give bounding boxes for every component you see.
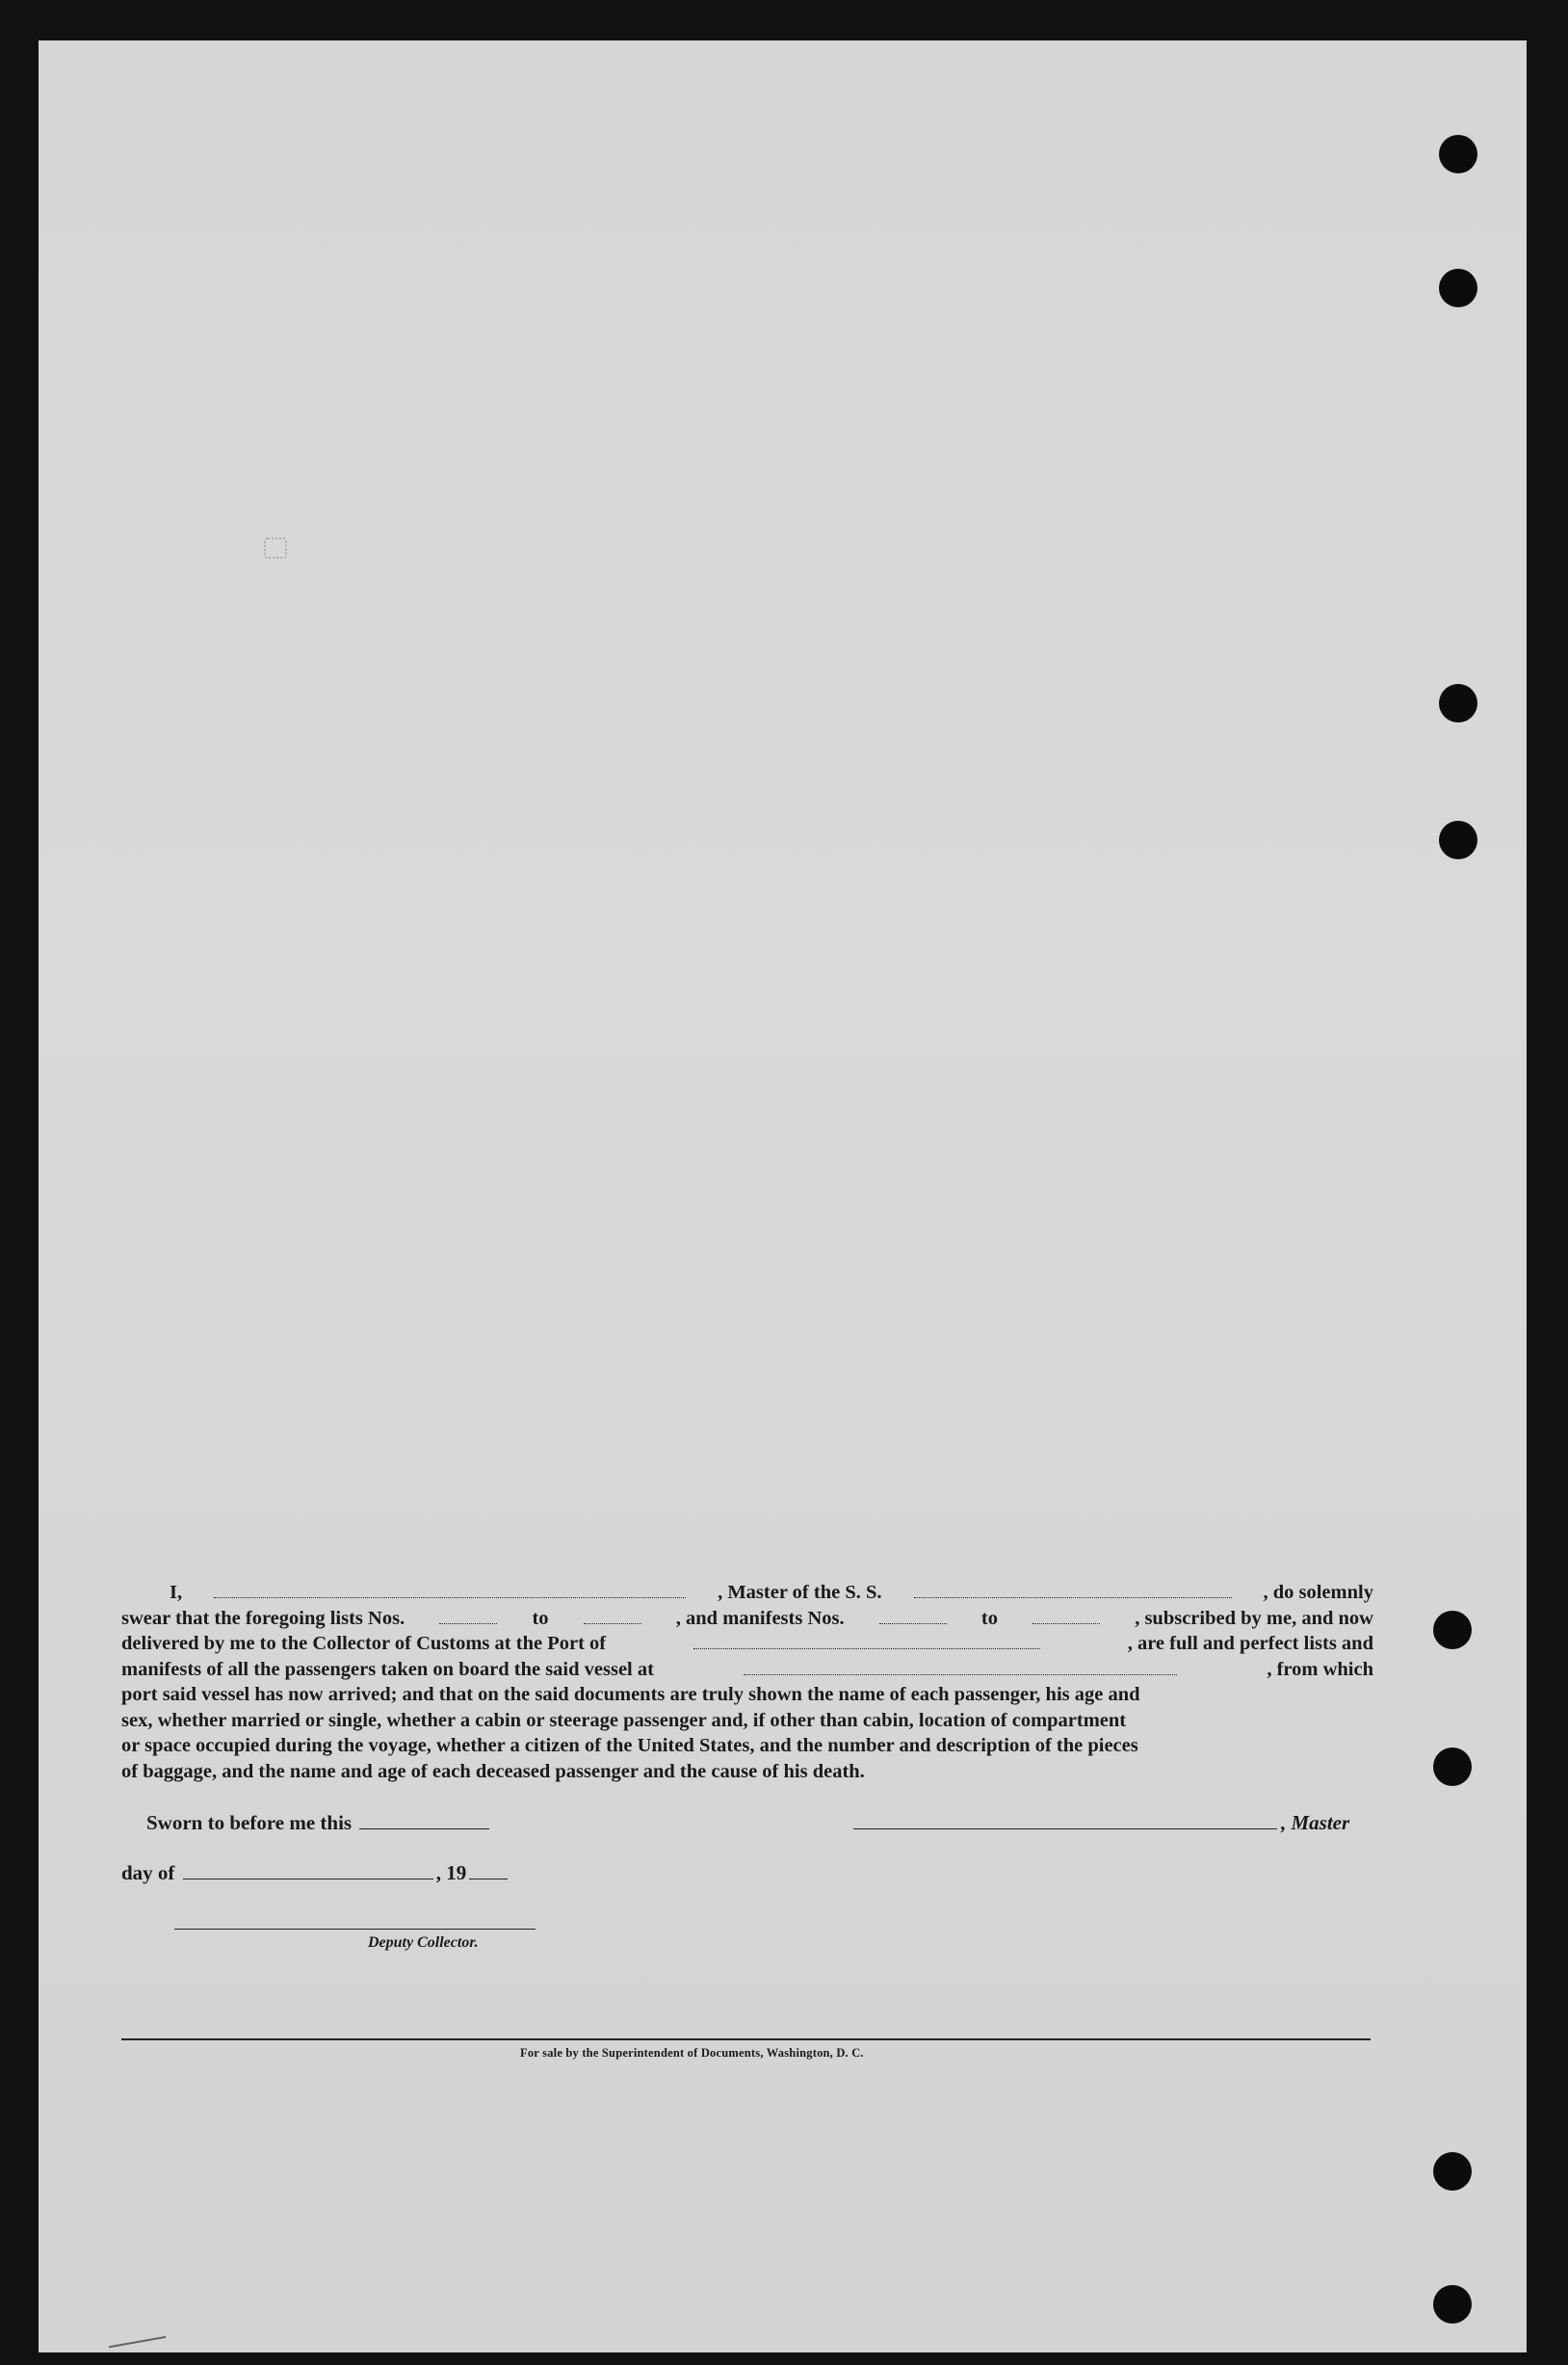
oath-line-7 xyxy=(121,1733,1373,1759)
sworn-label: Sworn to before me this xyxy=(146,1811,353,1834)
oath-text: , from which xyxy=(1267,1658,1373,1680)
punch-hole xyxy=(1433,1747,1472,1786)
oath-line-2 xyxy=(121,1606,1373,1632)
punch-hole xyxy=(1439,135,1477,173)
oath-text: , subscribed by me, and now xyxy=(1135,1607,1373,1629)
master-signature-line xyxy=(853,1828,1277,1829)
oath-line-4 xyxy=(121,1657,1373,1683)
footer-rule xyxy=(121,2038,1371,2040)
oath-text: to xyxy=(980,1607,998,1629)
month-blank xyxy=(183,1878,433,1879)
manifest-from-blank xyxy=(879,1622,947,1624)
master-label: , Master xyxy=(1281,1811,1350,1834)
oath-text: delivered by me to the Collector of Customs at the Port of xyxy=(121,1633,607,1654)
oath-text: of baggage, and the name and age of each deceased passenger and the cause of his death. xyxy=(121,1760,865,1782)
oath-line-6 xyxy=(121,1708,1373,1734)
sworn-date-blank xyxy=(359,1827,489,1829)
list-to-blank xyxy=(584,1622,641,1624)
pencil-stroke xyxy=(109,2336,169,2363)
oath-text: , Master of the S. S. xyxy=(718,1582,882,1603)
punch-hole xyxy=(1439,684,1477,723)
punch-hole xyxy=(1439,269,1477,307)
port-blank xyxy=(693,1647,1040,1649)
oath-line-3 xyxy=(121,1631,1373,1657)
day-of-label: day of xyxy=(121,1861,175,1884)
punch-hole xyxy=(1433,2285,1472,2324)
day-row xyxy=(121,1861,510,1885)
oath-text: , and manifests Nos. xyxy=(675,1607,845,1629)
deputy-collector-label: Deputy Collector. xyxy=(368,1934,479,1951)
manifest-to-blank xyxy=(1032,1622,1100,1624)
deputy-signature-line xyxy=(174,1929,536,1930)
year-blank xyxy=(469,1878,508,1879)
oath-text: sex, whether married or single, whether a cabin or steerage passenger and, if other than cabin, location of compartment xyxy=(121,1709,1127,1731)
punch-hole xyxy=(1433,2152,1472,2191)
oath-text: I, xyxy=(170,1582,183,1603)
oath-text: to xyxy=(532,1607,549,1629)
oath-line-1 xyxy=(121,1580,1373,1606)
printer-imprint: For sale by the Superintendent of Documents, Washington, D. C. xyxy=(520,2046,864,2060)
oath-line-5 xyxy=(121,1682,1373,1708)
master-oath xyxy=(121,1580,1373,1784)
oath-text: manifests of all the passengers taken on board the said vessel at xyxy=(121,1658,654,1680)
punch-hole xyxy=(1433,1611,1472,1649)
master-signature-row xyxy=(853,1811,1349,1835)
departure-port-blank xyxy=(744,1673,1177,1675)
oath-text: , are full and perfect lists and xyxy=(1127,1633,1373,1654)
sworn-row xyxy=(146,1811,492,1835)
list-from-blank xyxy=(439,1622,497,1624)
oath-line-8 xyxy=(121,1759,1373,1785)
pencil-mark xyxy=(258,532,306,561)
oath-text: , do solemnly xyxy=(1263,1582,1373,1603)
document-sheet xyxy=(39,40,1527,2352)
oath-text: swear that the foregoing lists Nos. xyxy=(121,1607,405,1629)
punch-hole xyxy=(1439,821,1477,859)
year-label: , 19 xyxy=(435,1861,467,1884)
oath-text: port said vessel has now arrived; and that on the said documents are truly shown the name of each passenger, his age and xyxy=(121,1684,1140,1705)
oath-text: or space occupied during the voyage, whether a citizen of the United States, and the number and description of the pieces xyxy=(121,1735,1138,1756)
master-name-blank xyxy=(214,1596,686,1598)
ship-name-blank xyxy=(914,1596,1232,1598)
